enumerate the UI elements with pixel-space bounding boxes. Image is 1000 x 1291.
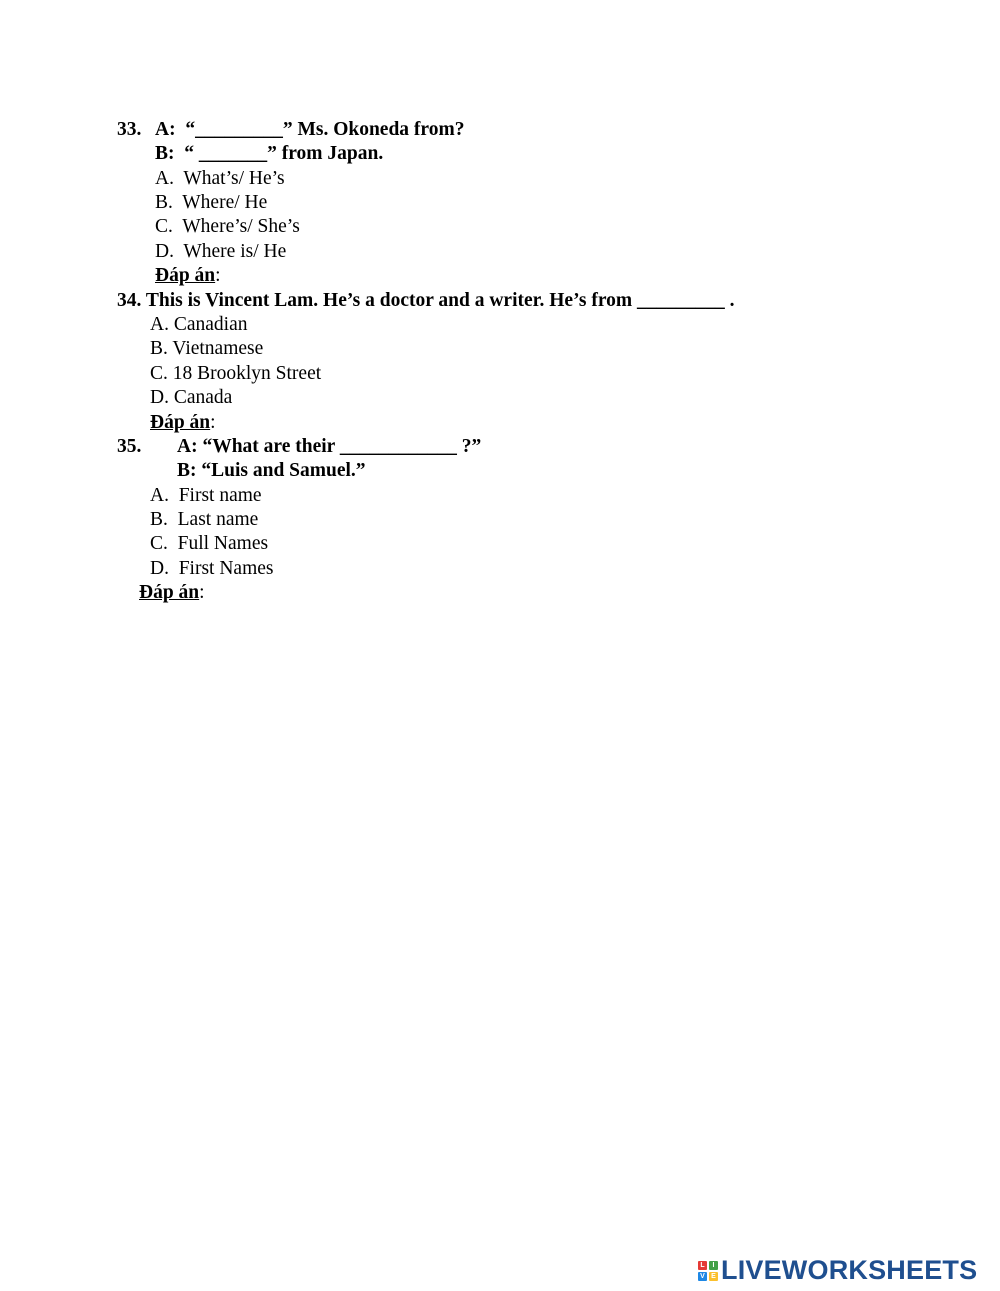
logo-block-v: V (698, 1272, 707, 1281)
q33-answer-label: Đáp án (155, 265, 216, 286)
liveworksheets-logo (698, 1255, 977, 1286)
q35-option-d[interactable]: D. First Names (150, 558, 274, 579)
logo-blocks-icon (698, 1261, 718, 1281)
q33-option-a[interactable]: A. What’s/ He’s (155, 168, 285, 189)
q34-answer-colon: : (210, 412, 216, 433)
q34-option-b[interactable]: B. Vietnamese (150, 338, 264, 359)
q33-option-c[interactable]: C. Where’s/ She’s (155, 216, 300, 237)
q34-option-c[interactable]: C. 18 Brooklyn Street (150, 363, 322, 384)
q33-option-d[interactable]: D. Where is/ He (155, 241, 287, 262)
q33-line-a: A: “_________” Ms. Okoneda from? (155, 119, 465, 140)
q33-answer-colon: : (215, 265, 221, 286)
logo-block-i: I (709, 1261, 718, 1270)
q35-answer (139, 581, 205, 605)
q34-prompt: 34. This is Vincent Lam. He’s a doctor and a writer. He’s from _________ . (117, 290, 735, 311)
q35-option-a[interactable]: A. First name (150, 485, 262, 506)
logo-block-e: E (709, 1272, 718, 1281)
q35-number: 35. (117, 436, 142, 457)
q35-answer-colon: : (199, 582, 205, 603)
logo-block-l: L (698, 1261, 707, 1270)
q34-option-a[interactable]: A. Canadian (150, 314, 248, 335)
q34-option-d[interactable]: D. Canada (150, 387, 233, 408)
q34-answer (150, 411, 216, 435)
q33-option-b[interactable]: B. Where/ He (155, 192, 268, 213)
q34-answer-label: Đáp án (150, 412, 211, 433)
logo-text: LIVEWORKSHEETS (721, 1255, 978, 1285)
q35-answer-label: Đáp án (139, 582, 200, 603)
q35-option-b[interactable]: B. Last name (150, 509, 259, 530)
q33-line-b: B: “ _______” from Japan. (155, 143, 384, 164)
q35-line-b: B: “Luis and Samuel.” (177, 460, 366, 481)
q33-number: 33. (117, 119, 142, 140)
q33-answer (155, 264, 221, 288)
q35-line-a: A: “What are their ____________ ?” (177, 436, 482, 457)
q35-option-c[interactable]: C. Full Names (150, 533, 269, 554)
